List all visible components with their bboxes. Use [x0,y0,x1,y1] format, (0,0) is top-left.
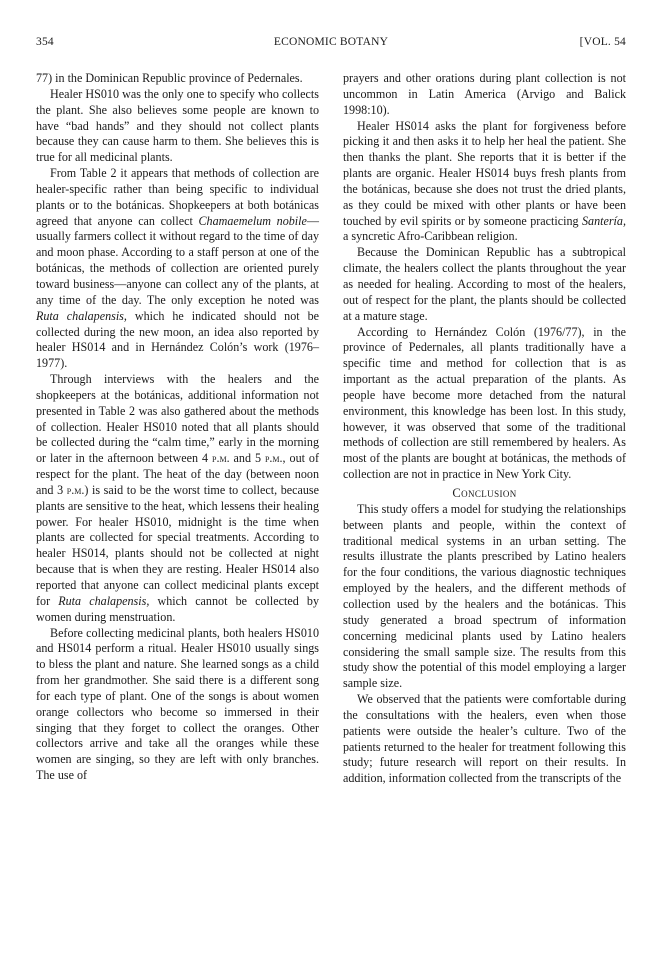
right-column [343,71,626,787]
text-run: Through interviews with the healers and the shopkeepers at the botánicas, additional information not presented in Table 2 was also gathered about the methods of collection. Healer HS010 noted that all plants should be collected during the “calm time,” early in the morning or later in the afternoon between 4 [36,372,319,466]
species-name: Ruta chalapensis, [36,308,127,323]
paragraph [343,119,626,246]
text-run: which cannot be collected by women during menstruation. [36,593,320,624]
text-run: a syncretic Afro-Caribbean religion. [343,229,518,244]
page-number: 354 [36,36,54,48]
text-run: Healer HS014 asks the plant for forgiveness before picking it and then asks it to help her heal the patient. She then thanks the plant. She reports that it is better if the plants are organic. Healer HS014 buys fresh plants from the botánicas, because she does not trust the dried plants, as they could be mixed with other plants or have been touched by evil spirits or by someone practicing [343,118,626,228]
time-abbrev: p.m., [264,451,286,466]
running-header [36,36,626,52]
left-column [36,71,319,784]
paragraph: Before collecting medicinal plants, both healers HS010 and HS014 perform a ritual. Healer HS010 usually sings to bless the plant and nature. She learned songs as a child from her grandmother. She said there is a different song for each type of plant. One of the songs is about women orange collectors who become so immersed in their singing that they forget to collect the oranges. Other collectors arrive and take all the oranges while these women are singing, so they are left with only branches. The use of [36,625,319,783]
text-run: which he indicated should not be collected during the new moon, an idea also reported by healer HS014 and in Hernández Colón’s work (1976–1977). [36,308,319,371]
time-abbrev: p.m. [212,451,230,466]
volume-label: [VOL. 54 [579,36,626,48]
paragraph: According to Hernández Colón (1976/77), in the province of Pedernales, all plants traditionally have a specific time and method for collection that is as important as the actual preparation of the plants. As people have become more detached from the natural environment, this knowledge has been lost. In this study, however, it was observed that some of the traditional methods of collection are still remembered by healers. As most of the plants are bought at botánicas, the methods of collection are not in practice in New York City. [343,324,626,482]
text-run: From Table 2 it appears that methods of collection are healer-specific rather than being specific to individual plants or to the botánicas. Shopkeepers at both botánicas agreed that anyone can collect [36,166,319,228]
religion-term: Santería, [581,213,626,228]
paragraph: This study offers a model for studying the relationships between plants and people, within the context of traditional medical systems in an urban setting. The results illustrate the plants prescribed by Latino healers for the four conditions, the various diagnostic techniques employed by the healers, and the different methods of collection used by the healers and the botánicas. This study generated a broad spectrum of information concerning medicinal plants used by Latino healers considering the small sample size. The results from this study show the potential of this model employing a larger sample size. [343,501,626,691]
journal-title: ECONOMIC BOTANY [273,36,389,48]
paragraph: Healer HS010 was the only one to specify who collects the plant. She also believes some people are known to have “bad hands” and they should not collect plants because they can cause harm to them. She believes this is true for all medicinal plants. [36,86,319,165]
text-run: ) is said to be the worst time to collect, because plants are sensitive to the heat, which lessens their healing power. For healer HS010, midnight is the time when plants are collected for special treatments. According to healer HS014, plants should not be collected at night because that is when they are resting. Healer HS014 also reported that anyone can collect medicinal plants except for [36,482,319,608]
paragraph: 77) in the Dominican Republic province of Pedernales. [36,71,303,85]
paragraph: Because the Dominican Republic has a subtropical climate, the healers collect the plants throughout the year as needed for healing. According to most of the healers, out of respect for the plant, the plants should be collected at a mature stage. [343,245,626,323]
time-abbrev: p.m. [66,482,85,497]
text-run: and 5 [229,451,265,466]
species-name: Chamaemelum nobile [198,213,307,228]
paragraph: prayers and other orations during plant collection is not uncommon in Latin America (Arvigo and Balick 1998:10). [343,71,626,117]
section-heading: Conclusion [452,485,517,500]
paragraph [36,166,319,372]
paragraph [36,372,319,626]
species-name: Ruta chalapensis, [58,593,150,608]
text-run: out of respect for the plant. The heat of the day (between noon and 3 [36,451,319,497]
text-run: —usually farmers collect it without regard to the time of day and moon phase. According to a staff person at one of the botánicas, the methods of collection are oriented purely toward business—anyone can collect any of the plants, at any time of the day. The only exception he noted was [36,213,319,307]
paragraph: We observed that the patients were comfortable during the consultations with the healers, even when those patients were outside the healer’s culture. Two of the patients returned to the healer for treatment following this study; future research will report on their results. In addition, information collected from the transcripts of the [343,692,626,786]
